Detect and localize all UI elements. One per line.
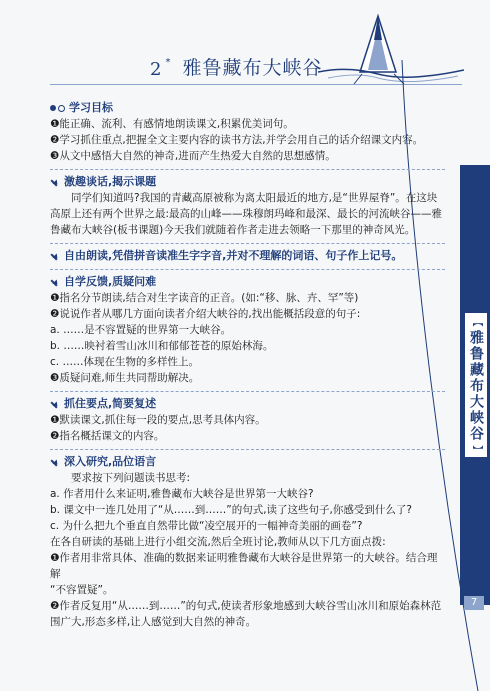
section-divider	[50, 243, 445, 244]
research-line: c. 为什么把九个垂直自然带比做“凌空展开的一幅神奇美丽的画卷”?	[50, 520, 363, 532]
key-points-line: ❶默读课文,抓住每一段的要点,思考具体内容。	[50, 414, 266, 426]
section-divider	[50, 269, 445, 270]
page-number: 7	[464, 596, 484, 610]
research-line: 围广大,形态多样,让人感觉到大自然的神奇。	[50, 616, 257, 628]
side-tab-label	[465, 313, 487, 457]
lesson-number: 2	[150, 59, 162, 80]
arrow-marker-icon	[50, 458, 58, 466]
section-divider	[50, 391, 445, 392]
self-study-line: ❶指名分节朗读,结合对生字读音的正音。(如:“移、脉、卉、罕”等)	[50, 292, 359, 304]
self-study-line: ❸质疑问难,师生共同帮助解决。	[50, 372, 200, 384]
research-line: ❷作者反复用“从……到……”的句式,使读者形象地感到大峡谷雪山冰川和原始森林范	[50, 600, 442, 612]
research-line: “不容置疑”。	[50, 584, 114, 596]
goal-item: ❸从文中感悟大自然的神奇,进而产生热爱大自然的思想感情。	[50, 150, 336, 162]
arrow-marker-icon	[50, 252, 58, 260]
section-research-heading: 深入研究,品位语言	[50, 454, 445, 470]
arrow-marker-icon	[50, 278, 58, 286]
intro-line: 同学们知道吗?我国的青藏高原被称为离太阳最近的地方,是“世界屋脊”。在这块	[71, 192, 438, 204]
lesson-star: *	[165, 57, 171, 68]
section-divider	[50, 169, 445, 170]
self-study-line: c. ……体现在生物的多样性上。	[50, 356, 199, 368]
self-study-line: ❷说说作者从哪几方面向读者介绍大峡谷的,找出能概括段意的句子:	[50, 308, 361, 320]
arrow-marker-icon	[50, 178, 58, 186]
research-line: ❶作者用非常具体、准确的数据来证明雅鲁藏布大峡谷是世界第一的大峡谷。结合理解	[50, 552, 438, 580]
section-intro-heading: 激趣谈话,揭示课题	[50, 174, 445, 190]
goal-item: ❷学习抓住重点,把握全文主要内容的读书方法,并学会用自己的话介绍课文内容。	[50, 134, 424, 146]
section-goals-heading: 学习目标	[50, 100, 445, 116]
section-key-points-heading: 抓住要点,简要复述	[50, 396, 445, 412]
side-tab-title: 雅鲁藏布大峡谷	[468, 330, 484, 442]
self-study-line: b. ……映衬着雪山冰川和郁郁苍苍的原始林海。	[50, 340, 274, 352]
section-self-study-heading: 自学反馈,质疑问难	[50, 274, 445, 290]
lesson-title: 雅鲁藏布大峡谷	[182, 57, 323, 79]
research-line: 要求按下列问题读书思考:	[71, 472, 191, 484]
research-line: b. 课文中一连几处用了“从……到……”的句式,读了这些句子,你感受到什么了?	[50, 504, 412, 516]
key-points-line: ❷指名概括课文的内容。	[50, 430, 165, 442]
section-free-read-heading: 自由朗读,凭借拼音读准生字字音,并对不理解的词语、句子作上记号。	[50, 248, 445, 264]
research-line: a. 作者用什么来证明,雅鲁藏布大峡谷是世界第一大峡谷?	[50, 488, 314, 500]
lesson-content	[50, 98, 445, 630]
bracket-bottom: 】	[471, 445, 482, 455]
self-study-line: a. ……是不容置疑的世界第一大峡谷。	[50, 324, 232, 336]
section-divider	[50, 449, 445, 450]
side-tab	[460, 165, 490, 605]
dot-marker-icon	[50, 105, 65, 112]
intro-line: 鲁藏布大峡谷(板书课题)今天我们就随着作者走进去领略一下那里的神奇风光。	[50, 224, 416, 236]
arrow-marker-icon	[50, 400, 58, 408]
lesson-header	[150, 44, 322, 80]
bracket-top: 【	[471, 317, 482, 327]
intro-line: 高原上还有两个世界之最:最高的山峰——珠穆朗玛峰和最深、最长的河流峡谷——雅	[50, 208, 443, 220]
research-line: 在各自研读的基础上进行小组交流,然后全班讨论,教师从以下几方面点拨:	[50, 536, 386, 548]
goal-item: ❶能正确、流利、有感情地朗读课文,积累优美词句。	[50, 118, 294, 130]
